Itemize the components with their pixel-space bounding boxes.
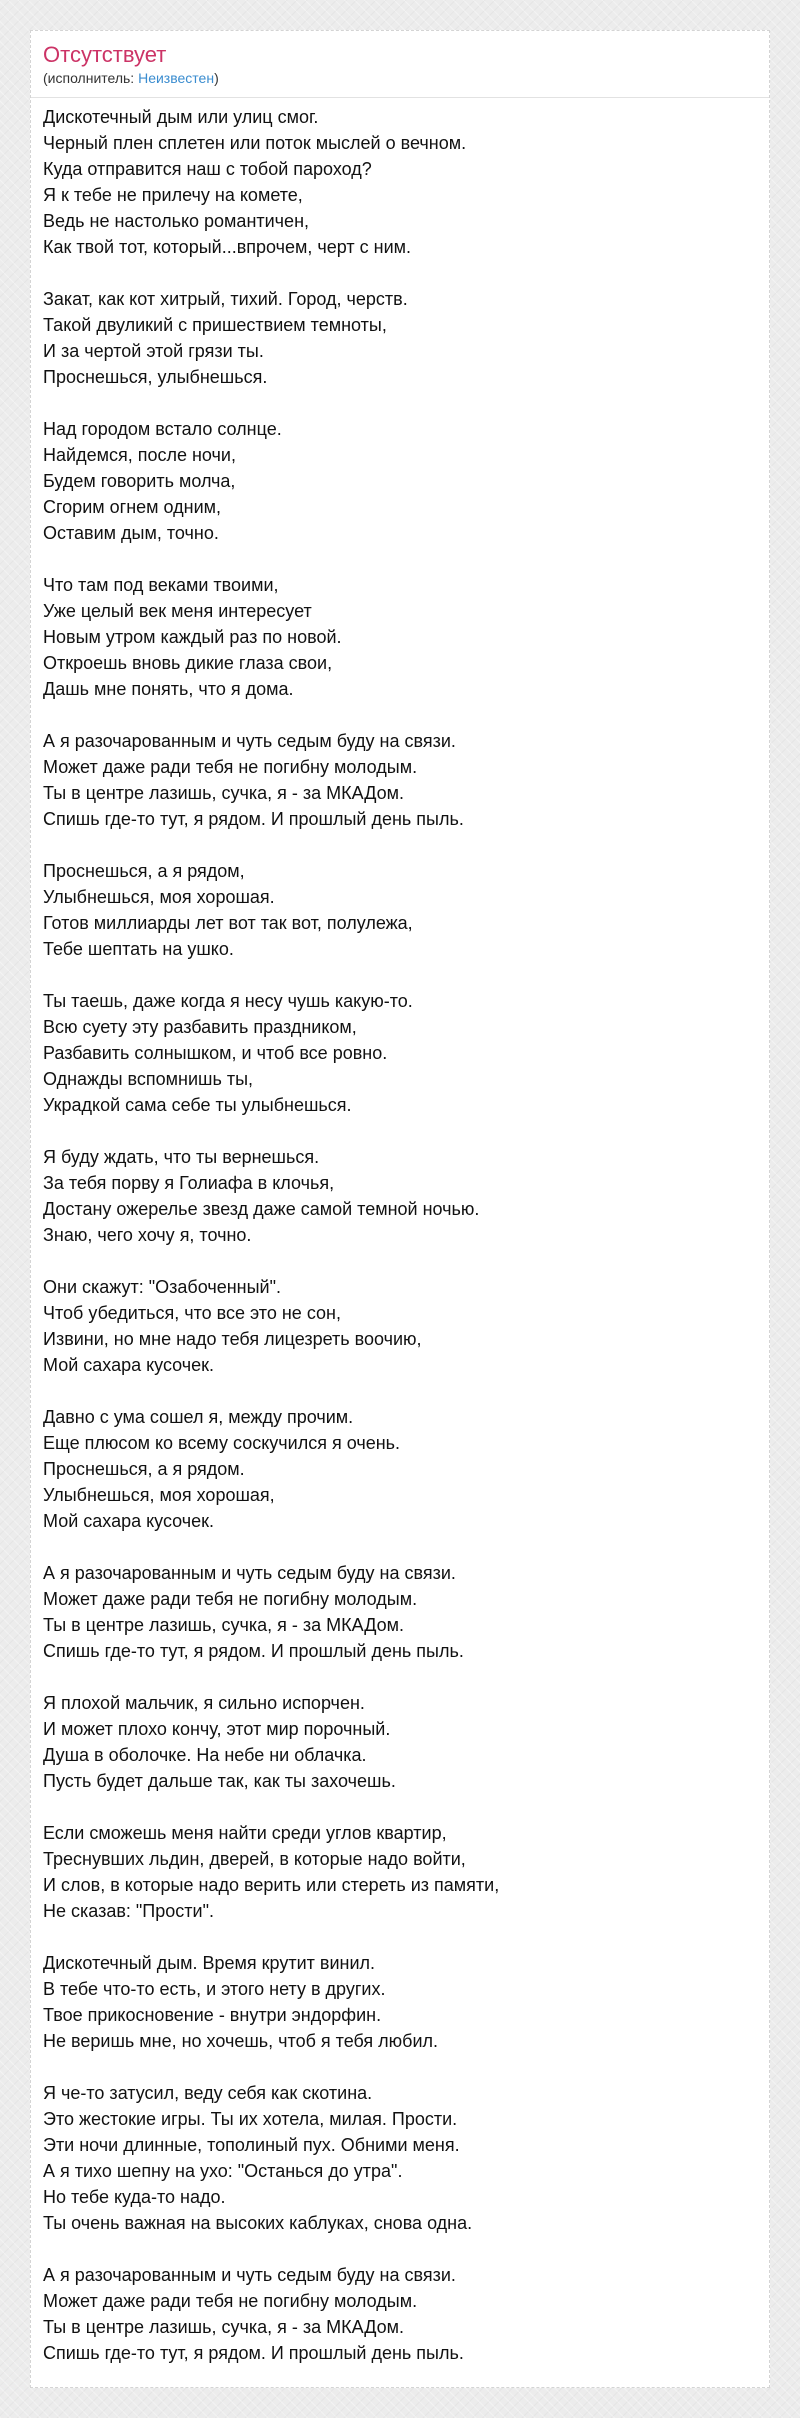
lyrics-line: Эти ночи длинные, тополиный пух. Обними меня. — [43, 2135, 460, 2155]
lyrics-line: Я буду ждать, что ты вернешься. — [43, 1147, 320, 1167]
lyrics-card — [30, 30, 770, 2388]
lyrics-line: Готов миллиарды лет вот так вот, полулежа, — [43, 913, 413, 933]
lyrics-line: Куда отправится наш с тобой пароход? — [43, 159, 372, 179]
lyrics-stanza — [43, 416, 757, 546]
lyrics-line: Ты в центре лазишь, сучка, я - за МКАДом. — [43, 783, 405, 803]
lyrics-line: Они скажут: "Озабоченный". — [43, 1277, 281, 1297]
artist-line — [43, 69, 757, 87]
lyrics-line: Улыбнешься, моя хорошая, — [43, 1485, 275, 1505]
lyrics-line: Ты таешь, даже когда я несу чушь какую-то. — [43, 991, 413, 1011]
lyrics-line: И может плохо кончу, этот мир порочный. — [43, 1719, 391, 1739]
lyrics-line: А я разочарованным и чуть седым буду на связи. — [43, 731, 456, 751]
lyrics-line: Знаю, чего хочу я, точно. — [43, 1225, 252, 1245]
lyrics-stanza — [43, 286, 757, 390]
lyrics-line: Я че-то затусил, веду себя как скотина. — [43, 2083, 373, 2103]
artist-link[interactable]: Неизвестен — [138, 70, 215, 86]
lyrics-line: И слов, в которые надо верить или стереть из памяти, — [43, 1875, 500, 1895]
lyrics-line: Твое прикосновение - внутри эндорфин. — [43, 2005, 382, 2025]
lyrics-stanza — [43, 1690, 757, 1794]
lyrics-body — [31, 104, 769, 2366]
lyrics-line: Что там под веками твоими, — [43, 575, 279, 595]
lyrics-line: Извини, но мне надо тебя лицезреть воочию, — [43, 1329, 422, 1349]
lyrics-line: Треснувших льдин, дверей, в которые надо войти, — [43, 1849, 466, 1869]
lyrics-line: Откроешь вновь дикие глаза свои, — [43, 653, 333, 673]
artist-suffix: ) — [214, 70, 219, 86]
lyrics-line: Украдкой сама себе ты улыбнешься. — [43, 1095, 352, 1115]
lyrics-stanza — [43, 858, 757, 962]
lyrics-line: Дискотечный дым. Время крутит винил. — [43, 1953, 376, 1973]
lyrics-line: Мой сахара кусочек. — [43, 1511, 215, 1531]
lyrics-line: Ты в центре лазишь, сучка, я - за МКАДом. — [43, 2317, 405, 2337]
lyrics-line: Спишь где-то тут, я рядом. И прошлый день пыль. — [43, 1641, 464, 1661]
lyrics-line: А я разочарованным и чуть седым буду на связи. — [43, 1563, 456, 1583]
lyrics-stanza — [43, 1404, 757, 1534]
lyrics-line: Я плохой мальчик, я сильно испорчен. — [43, 1693, 365, 1713]
lyrics-line: Тебе шептать на ушко. — [43, 939, 234, 959]
song-title: Отсутствует — [43, 42, 167, 67]
lyrics-line: Ведь не настолько романтичен, — [43, 211, 310, 231]
lyrics-line: Ты очень важная на высоких каблуках, снова одна. — [43, 2213, 473, 2233]
lyrics-stanza — [43, 1820, 757, 1924]
lyrics-line: Мой сахара кусочек. — [43, 1355, 215, 1375]
lyrics-line: Дашь мне понять, что я дома. — [43, 679, 294, 699]
lyrics-line: Найдемся, после ночи, — [43, 445, 236, 465]
lyrics-line: Проснешься, улыбнешься. — [43, 367, 268, 387]
lyrics-line: Достану ожерелье звезд даже самой темной ночью. — [43, 1199, 480, 1219]
lyrics-line: Я к тебе не прилечу на комете, — [43, 185, 303, 205]
lyrics-line: В тебе что-то есть, и этого нету в других. — [43, 1979, 386, 1999]
lyrics-line: Дискотечный дым или улиц смог. — [43, 107, 319, 127]
lyrics-line: А я тихо шепну на ухо: "Останься до утра". — [43, 2161, 403, 2181]
lyrics-stanza — [43, 1950, 757, 2054]
lyrics-line: Разбавить солнышком, и чтоб все ровно. — [43, 1043, 388, 1063]
lyrics-stanza — [43, 2262, 757, 2366]
lyrics-line: Давно с ума сошел я, между прочим. — [43, 1407, 354, 1427]
lyrics-line: Однажды вспомнишь ты, — [43, 1069, 254, 1089]
artist-prefix: (исполнитель: — [43, 70, 139, 86]
lyrics-line: Спишь где-то тут, я рядом. И прошлый день пыль. — [43, 809, 464, 829]
lyrics-stanza — [43, 728, 757, 832]
lyrics-line: Если сможешь меня найти среди углов квартир, — [43, 1823, 447, 1843]
lyrics-line: Это жестокие игры. Ты их хотела, милая. Прости. — [43, 2109, 458, 2129]
lyrics-line: Душа в оболочке. На небе ни облачка. — [43, 1745, 367, 1765]
lyrics-line: Новым утром каждый раз по новой. — [43, 627, 342, 647]
lyrics-line: Проснешься, а я рядом. — [43, 1459, 245, 1479]
lyrics-line: Не веришь мне, но хочешь, чтоб я тебя любил. — [43, 2031, 439, 2051]
lyrics-line: Проснешься, а я рядом, — [43, 861, 245, 881]
lyrics-line: Сгорим огнем одним, — [43, 497, 222, 517]
lyrics-line: Уже целый век меня интересует — [43, 601, 312, 621]
lyrics-line: За тебя порву я Голиафа в клочья, — [43, 1173, 335, 1193]
lyrics-line: Чтоб убедиться, что все это не сон, — [43, 1303, 341, 1323]
lyrics-stanza — [43, 1274, 757, 1378]
lyrics-stanza — [43, 2080, 757, 2236]
lyrics-line: Всю суету эту разбавить праздником, — [43, 1017, 357, 1037]
lyrics-line: Может даже ради тебя не погибну молодым. — [43, 1589, 418, 1609]
lyrics-line: Над городом встало солнце. — [43, 419, 282, 439]
lyrics-stanza — [43, 1560, 757, 1664]
lyrics-line: Закат, как кот хитрый, тихий. Город, черств. — [43, 289, 408, 309]
song-header — [31, 31, 769, 98]
lyrics-line: Как твой тот, который...впрочем, черт с ним. — [43, 237, 412, 257]
lyrics-line: А я разочарованным и чуть седым буду на связи. — [43, 2265, 456, 2285]
lyrics-line: Спишь где-то тут, я рядом. И прошлый день пыль. — [43, 2343, 464, 2363]
lyrics-line: Черный плен сплетен или поток мыслей о вечном. — [43, 133, 467, 153]
lyrics-line: Может даже ради тебя не погибну молодым. — [43, 2291, 418, 2311]
lyrics-stanza — [43, 988, 757, 1118]
lyrics-line: Но тебе куда-то надо. — [43, 2187, 226, 2207]
lyrics-stanza — [43, 572, 757, 702]
lyrics-line: Не сказав: "Прости". — [43, 1901, 214, 1921]
lyrics-line: Еще плюсом ко всему соскучился я очень. — [43, 1433, 401, 1453]
lyrics-line: Будем говорить молча, — [43, 471, 236, 491]
lyrics-line: Улыбнешься, моя хорошая. — [43, 887, 275, 907]
lyrics-line: Пусть будет дальше так, как ты захочешь. — [43, 1771, 396, 1791]
lyrics-line: Такой двуликий с пришествием темноты, — [43, 315, 387, 335]
lyrics-stanza — [43, 1144, 757, 1248]
lyrics-line: Может даже ради тебя не погибну молодым. — [43, 757, 418, 777]
lyrics-line: И за чертой этой грязи ты. — [43, 341, 264, 361]
lyrics-line: Ты в центре лазишь, сучка, я - за МКАДом. — [43, 1615, 405, 1635]
lyrics-line: Оставим дым, точно. — [43, 523, 219, 543]
lyrics-stanza — [43, 104, 757, 260]
